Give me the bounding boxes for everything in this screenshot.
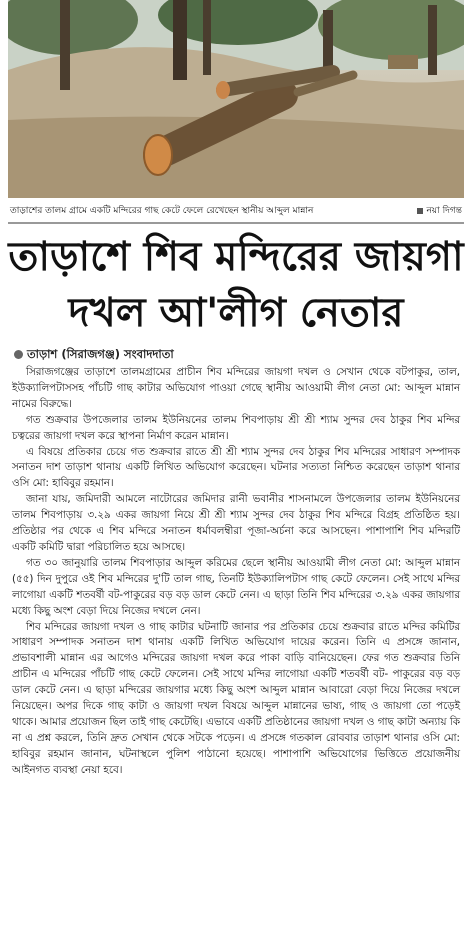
photo-illustration bbox=[8, 0, 464, 198]
paragraph: এ বিষয়ে প্রতিকার চেয়ে গত শুক্রবার রাতে শ্রী শ্রী শ্যাম সুন্দর দেব ঠাকুর শিব মন্দিরের সাধারণ সম্পাদক সনাতন দাশ তাড়াশ থানায় একটি লিখিত অভিযোগ করেছেন। ঘটনার সত্যতা নিশ্চিত করেছেন তাড়াশ থানার ওসি মো: হাবিবুর রহমান। bbox=[12, 445, 460, 490]
bullet-icon bbox=[14, 350, 23, 359]
paragraph: গত ৩০ জানুয়ারি তালম শিবপাড়ার আব্দুল করিমের ছেলে স্থানীয় আওয়ামী লীগ নেতা মো: আব্দুল মান্নান (৫৫) দিন দুপুরে ওই শিব মন্দিরের দু'টি তাল গাছ, তিনটি ইউক্যালিপটাস গাছ কেটে ফেলেন। সেই সাথে মন্দির লাগোয়া একটি শতবর্ষী বট-পাকুরের বড় বড় ডাল কেটে নেন। এ ছাড়া তিনি শিব মন্দিরের ৩.২৯ একর জায়গার মধ্যে কিছু অংশ বেড়া দিয়ে নিজের দখলে নেন। bbox=[12, 556, 460, 617]
paragraph: শিব মন্দিরের জায়গা দখল ও গাছ কাটার ঘটনাটি জানার পর প্রতিকার চেয়ে শুক্রবার রাতে মন্দির কমিটির সাধারণ সম্পাদক সনাতন দাশ থানায় একটি লিখিত অভিযোগ দায়ের করেন। তিনি এ প্রসঙ্গে জানান, প্রভাবশালী মান্নান এর আগেও মন্দিরের জায়গা দখল করে পাকা বাড়ি বানিয়েছেন। ফের গত শুক্রবার তিনি প্রাচীন এ মন্দিরের পাঁচটি গাছ কেটে ফেলেন। সেই সাথে মন্দির লাগোয়া একটি শতবর্ষী বট- পাকুরের বড় বড় ডাল কেটে নেন। এ ছাড়া মন্দিরের জায়গার মধ্যে কিছু অংশ আব্দুল মান্নান আবারো বেড়া দিয়ে নিজের দখলে নিয়েছেন। অপর দিকে গাছ কাটা ও জায়গা দখল বিষয়ে আব্দুল মান্নানের ভাষ্য, গাছ ও জায়গা তো পড়েই থাকে। আমার প্রয়োজন ছিল তাই গাছ কেটেছি। এভাবে একটি প্রতিষ্ঠানের জায়গা দখল ও গাছ কাটা অন্যায় কি না এ প্রশ্ন করলে, তিনি দ্রুত সেখান থেকে সটকে পড়েন। এ প্রসঙ্গে গতকাল রোববার তাড়াশ থানার ওসি মো: হাবিবুর রহমান জানান, ঘটনাস্থলে পুলিশ পাঠানো হয়েছে। পাশাপাশি অভিযোগের ভিত্তিতে প্রয়োজনীয় আইনগত ব্যবস্থা নেয়া হবে। bbox=[12, 620, 460, 776]
byline-text: তাড়াশ (সিরাজগঞ্জ) সংবাদদাতা bbox=[27, 347, 174, 361]
article-body bbox=[12, 365, 460, 779]
headline-line-1: তাড়াশে শিব মন্দিরের জায়গা bbox=[8, 233, 464, 280]
square-icon bbox=[417, 208, 423, 214]
photo-credit bbox=[417, 201, 462, 221]
headline-line-2: দখল আ'লীগ নেতার bbox=[68, 289, 404, 336]
news-photo bbox=[8, 0, 464, 198]
paragraph: গত শুক্রবার উপজেলার তালম ইউনিয়নের তালম শিবপাড়ায় শ্রী শ্রী শ্যাম সুন্দর দেব ঠাকুর শিব মন্দির চত্বরের জায়গা দখল করে স্থাপনা নির্মাণ করেন মান্নান। bbox=[12, 413, 460, 442]
paragraph: সিরাজগঞ্জের তাড়াশে তালমগ্রামের প্রাচীন শিব মন্দিরের জায়গা দখল ও সেখান থেকে বটপাকুর, তাল, ইউক্যালিপটাসসহ পাঁচটি গাছ কাটার অভিযোগ পাওয়া গেছে স্থানীয় আওয়ামী লীগ নেতা মো: আব্দুল মান্নান নামের বিরুদ্ধে। bbox=[12, 366, 460, 410]
headline bbox=[8, 229, 464, 341]
photo-caption-row bbox=[8, 201, 464, 221]
paragraph: জানা যায়, জমিদারী আমলে নাটোরের জমিদার রানী ভবানীর শাসনামলে উপজেলার তালম ইউনিয়নের তালম শিবপাড়ায় ৩.২৯ একর জায়গা নিয়ে শ্রী শ্রী শ্যাম সুন্দর দেব ঠাকুর শিব মন্দিরে বিগ্রহ প্রতিষ্ঠিত হয়। প্রতিষ্ঠার পর থেকে এ শিব মন্দিরে সনাতন ধর্মাবলম্বীরা পূজা-অর্চনা করে আসছেন। পাশাপাশি শিব মন্দিরটি একটি কমিটি দ্বারা পরিচালিত হয়ে আসছে। bbox=[12, 493, 460, 553]
byline bbox=[14, 346, 174, 365]
photo-caption: তাড়াশের তালম গ্রামে একটি মন্দিরের গাছ কেটে ফেলে রেখেছেন স্থানীয় আব্দুল মান্নান bbox=[10, 206, 314, 216]
divider bbox=[8, 222, 464, 224]
photo-credit-text: নয়া দিগন্ত bbox=[426, 206, 462, 216]
